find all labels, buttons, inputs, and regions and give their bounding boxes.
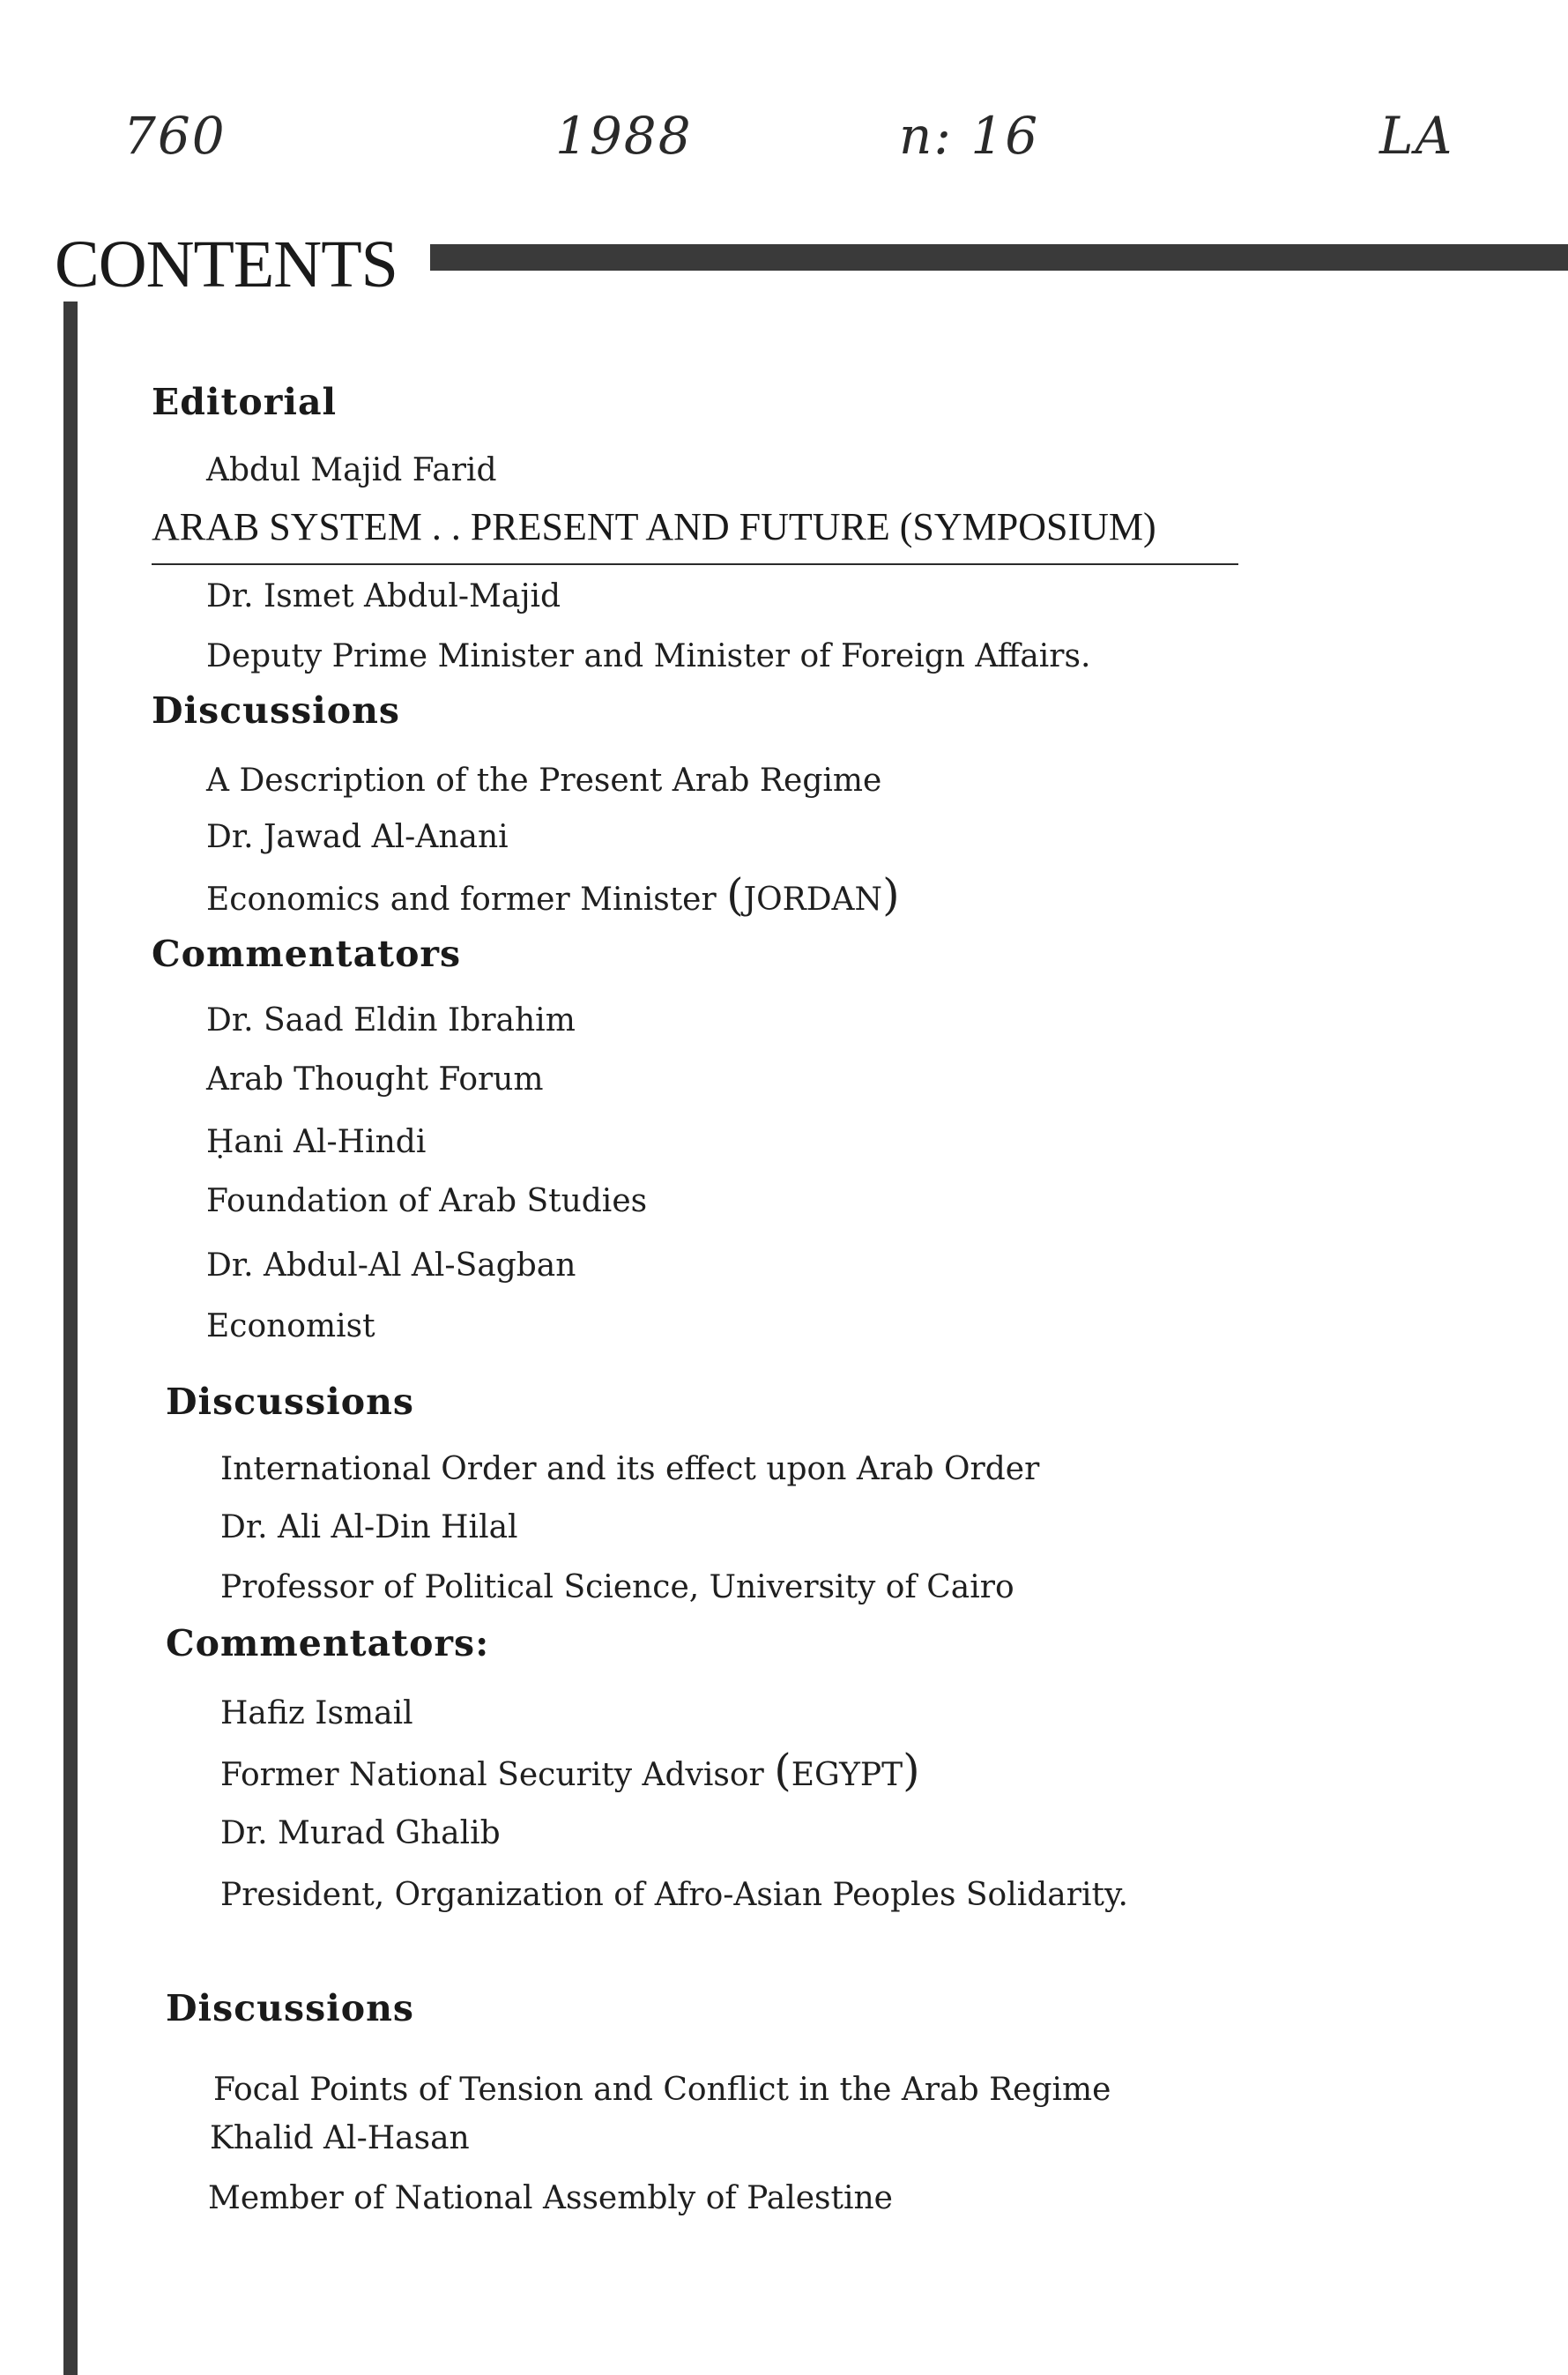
list-item: International Order and its effect upon Arab Order	[220, 1451, 1040, 1487]
handwritten-number: 760	[123, 106, 227, 166]
page-title: CONTENTS	[55, 227, 398, 302]
list-item: Dr. Ali Al-Din Hilal	[220, 1509, 518, 1545]
section-heading-commentators: Commentators:	[166, 1622, 490, 1664]
list-item: Dr. Jawad Al-Anani	[206, 819, 509, 855]
list-item: Dr. Ismet Abdul-Majid	[206, 578, 561, 614]
list-item: Focal Points of Tension and Conflict in the Arab Regime	[213, 2072, 1111, 2108]
list-item: Foundation of Arab Studies	[206, 1183, 648, 1219]
country-label: JORDAN	[743, 882, 883, 918]
list-item: Dr. Saad Eldin Ibrahim	[206, 1002, 576, 1039]
handwritten-code: LA	[1379, 106, 1454, 166]
country-label: EGYPT	[791, 1757, 903, 1793]
list-item-with-country: Former National Security Advisor (EGYPT)	[220, 1745, 920, 1796]
list-item: Economist	[206, 1308, 375, 1344]
section-heading-commentators: Commentators	[152, 933, 462, 975]
list-item: A Description of the Present Arab Regime	[206, 763, 882, 799]
handwritten-year: 1988	[555, 106, 693, 166]
list-item: Ḥani Al-Hindi	[206, 1124, 427, 1160]
list-item: Arab Thought Forum	[206, 1061, 544, 1098]
list-item: Dr. Abdul-Al Al-Sagban	[206, 1247, 576, 1284]
list-item: Professor of Political Science, University of Cairo	[220, 1569, 1014, 1605]
symposium-heading: ARAB SYSTEM . . PRESENT AND FUTURE (SYMPOSIUM)	[152, 505, 1156, 548]
section-heading-discussions: Discussions	[166, 1987, 414, 2029]
list-item-text: Former National Security Advisor	[220, 1757, 764, 1793]
title-rule	[430, 244, 1568, 271]
section-heading-discussions: Discussions	[166, 1381, 414, 1423]
list-item: Dr. Murad Ghalib	[220, 1815, 501, 1851]
list-item: Khalid Al-Hasan	[210, 2120, 470, 2156]
section-heading-editorial: Editorial	[152, 381, 338, 423]
symposium-rule	[152, 563, 1238, 565]
handwritten-issue: n: 16	[899, 106, 1040, 166]
list-item-with-country: Economics and former Minister (JORDAN)	[206, 869, 900, 920]
list-item: Abdul Majid Farid	[206, 452, 497, 488]
side-bar	[63, 302, 78, 2375]
list-item: Deputy Prime Minister and Minister of Foreign Affairs.	[206, 638, 1091, 674]
section-heading-discussions: Discussions	[152, 689, 400, 732]
list-item: Hafiz Ismail	[220, 1695, 413, 1731]
list-item: President, Organization of Afro-Asian Peoples Solidarity.	[220, 1877, 1128, 1913]
list-item-text: Economics and former Minister	[206, 882, 717, 918]
list-item: Member of National Assembly of Palestine	[208, 2180, 893, 2216]
